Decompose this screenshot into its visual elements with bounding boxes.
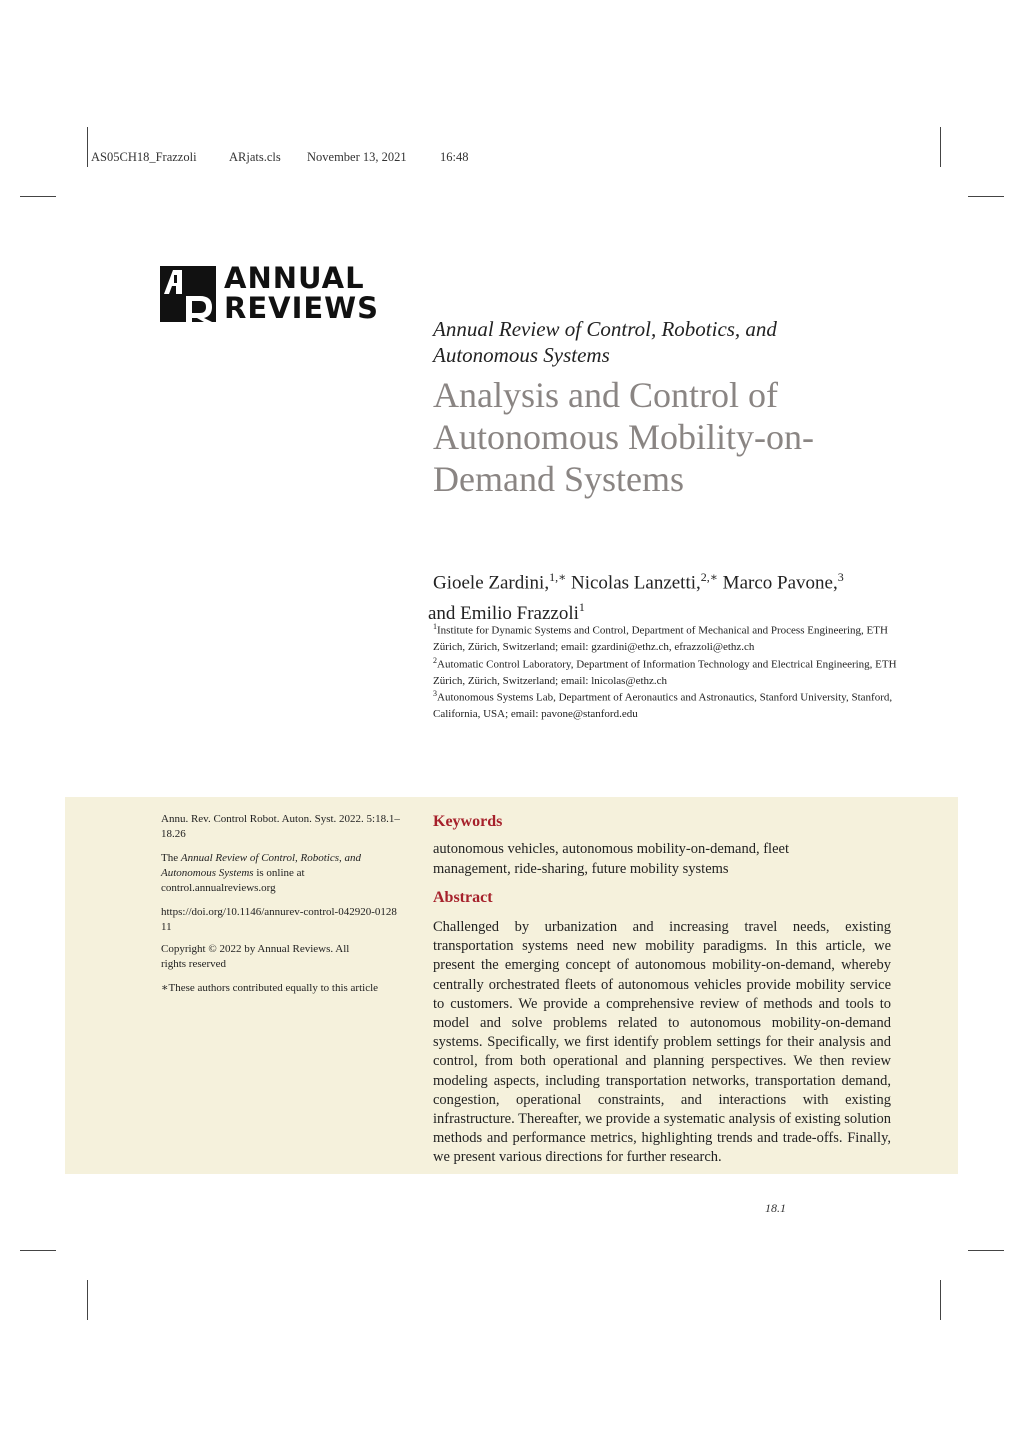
slug-code: AS05CH18_Frazzoli xyxy=(91,150,197,164)
affiliation-text: Institute for Dynamic Systems and Control, Department of Mechanical and Process Engineering, ETH Zürich, Zürich, Switzerland; email: gzardini@ethz.ch, efrazzoli@ethz.ch xyxy=(433,624,888,653)
crop-mark xyxy=(87,127,88,167)
crop-mark xyxy=(20,196,56,197)
equal-contribution-footnote: ∗These authors contributed equally to this article xyxy=(161,982,379,994)
affiliation xyxy=(433,619,903,655)
affiliation xyxy=(433,653,903,689)
online-prefix: The xyxy=(161,852,181,864)
journal-name: Annual Review of Control, Robotics, and Autonomous Systems xyxy=(433,317,777,367)
author-name: Marco Pavone, xyxy=(717,572,838,594)
affiliation-text: Autonomous Systems Lab, Department of Aeronautics and Astronautics, Stanford University, Stanford, California, USA; email: pavone@stanford.edu xyxy=(433,691,893,720)
affiliation-number: 1 xyxy=(433,622,437,631)
author-affiliation-mark: 2,∗ xyxy=(700,570,718,584)
slug-cls: ARjats.cls xyxy=(229,150,281,164)
annual-reviews-logo xyxy=(160,261,380,325)
author-list xyxy=(428,565,903,626)
author-name: Nicolas Lanzetti, xyxy=(566,572,701,594)
crop-mark xyxy=(968,196,1004,197)
affiliation-number: 3 xyxy=(433,689,437,698)
online-availability xyxy=(161,851,401,896)
slug-time: 16:48 xyxy=(440,150,469,164)
abstract-text: Challenged by urbanization and increasing travel needs, existing transportation systems need new mobility paradigms. In this article, we present the emerging concept of autonomous mobility-on-demand, whereby centrally orchestrated fleets of autonomous vehicles provide mobility service to customers. We provide a comprehensive review of methods and tools to model and solve problems related to autonomous mobility-on-demand systems. Specifically, we first identify problem settings for their analysis and control, from both operational and planning perspectives. We then review modeling aspects, including transportation networks, transportation demand, congestion, operational constraints, and interactions with existing infrastructure. Thereafter, we provide a systematic analysis of existing solution methods and performance metrics, highlighting trends and trade-offs. Finally, we present various directions for further research. xyxy=(433,919,891,1166)
online-suffix: is online at control.annualreviews.org xyxy=(161,867,305,894)
author-name: Gioele Zardini, xyxy=(433,572,550,594)
copyright: Copyright © 2022 by Annual Reviews. All rights reserved xyxy=(161,943,350,970)
article-title: Analysis and Control of Autonomous Mobility-on-Demand Systems xyxy=(433,375,815,499)
slug-date: November 13, 2021 xyxy=(307,150,407,164)
crop-mark xyxy=(968,1250,1004,1251)
logo-line2: REVIEWS xyxy=(224,291,380,325)
affiliation-text: Automatic Control Laboratory, Department of Information Technology and Electrical Engineering, ETH Zürich, Zürich, Switzerland; email: lnicolas@ethz.ch xyxy=(433,658,897,687)
page-number: 18.1 xyxy=(765,1201,786,1215)
abstract-heading: Abstract xyxy=(433,889,493,906)
ar-logo-mark-icon xyxy=(160,266,216,322)
keywords-heading: Keywords xyxy=(433,813,503,830)
logo-line1: ANNUAL xyxy=(224,261,365,295)
crop-mark xyxy=(940,127,941,167)
author-affiliation-mark: 1,∗ xyxy=(549,570,567,584)
crop-mark xyxy=(87,1280,88,1320)
logo-wordmark xyxy=(224,263,379,323)
author-affiliation-mark: 3 xyxy=(837,570,844,584)
crop-mark xyxy=(940,1280,941,1320)
author-affiliation-mark: 1 xyxy=(578,600,585,615)
affiliation-number: 2 xyxy=(433,656,437,665)
online-journal-name: Annual Review of Control, Robotics, and Autonomous Systems xyxy=(161,852,362,879)
affiliation xyxy=(433,686,903,722)
keywords-text: autonomous vehicles, autonomous mobility-on-demand, fleet management, ride-sharing, future mobility systems xyxy=(433,841,789,877)
citation: Annu. Rev. Control Robot. Auton. Syst. 2022. 5:18.1–18.26 xyxy=(161,813,400,840)
author-name: and Emilio Frazzoli xyxy=(428,602,579,624)
crop-mark xyxy=(20,1250,56,1251)
doi-link[interactable]: https://doi.org/10.1146/annurev-control-042920-012811 xyxy=(161,906,397,933)
